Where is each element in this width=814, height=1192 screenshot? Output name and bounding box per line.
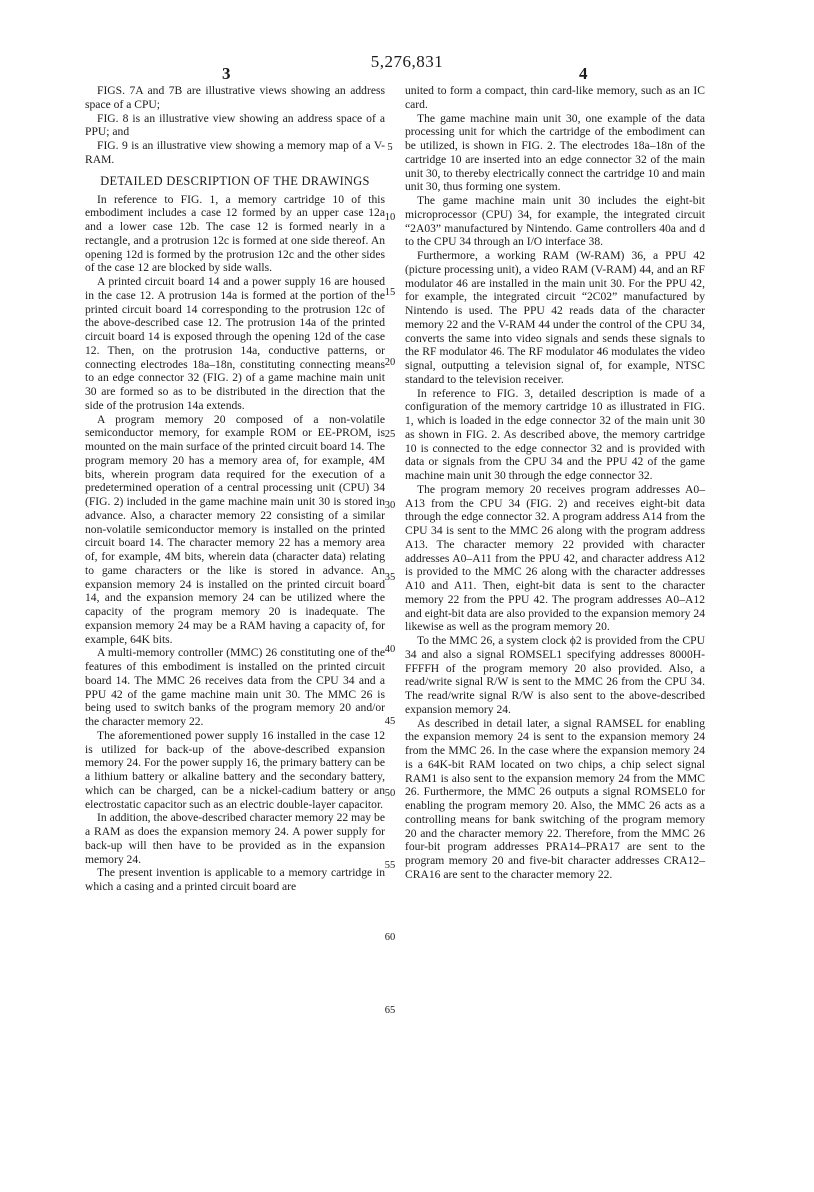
line-number: 45 [384,716,396,727]
line-number: 60 [384,932,396,943]
body-paragraph: The game machine main unit 30 includes the eight-bit microprocessor (CPU) 34, for example, the integrated circuit “2A03” manufactured by Nintendo. Game controllers 40a and d to the CPU 34 through an I/O interface 38. [405,194,705,249]
body-paragraph: A program memory 20 composed of a non-volatile semiconductor memory, for example ROM or EE-PROM, is mounted on the main surface of the printed circuit board 14. The program memory 20 has a memory area of, for example, 4M bits, wherein program data required for the execution of a predetermined operation of a central processing unit (CPU) 34 (FIG. 2) included in the game machine main unit 30 is stored in advance. Also, a character memory 22 consisting of a similar non-volatile semiconductor memory is installed on the printed circuit board 14. The character memory 22 has a memory area of, for example, 4M bits, wherein data (character data) relating to game characters or the like is stored in advance. An expansion memory 24 is installed on the printed circuit board 14, and the expansion memory 24 can be utilized where the capacity of the program memory 20 is inadequate. The expansion memory 24 may be a RAM having a capacity of, for example, 64K bits. [85,412,385,646]
body-paragraph: In reference to FIG. 1, a memory cartridge 10 of this embodiment includes a case 12 formed by an upper case 12a and a lower case 12b. The case 12 is formed nearly in a rectangle, and a protrusion 12c is formed at one side thereof. An opening 12d is formed by the protrusion 12c and the other sides of the case 12 are blocked by side walls. [85,192,385,275]
body-paragraph: In reference to FIG. 3, detailed description is made of a configuration of the memory cartridge 10 as illustrated in FIG. 1, which is loaded in the edge connector 32 of the main unit 30 as shown in FIG. 2. As described above, the memory cartridge 10 is connected to the edge connector 32 and is provided with data or signals from the CPU 34 and the PPU 42 of the game machine main unit 30 through the edge connector 32. [405,386,705,482]
body-paragraph: A printed circuit board 14 and a power supply 16 are housed in the case 12. A protrusion 14a is formed at the portion of the printed circuit board 14 corresponding to the protrusion 12c of the above-described case 12. The protrusion 14a of the printed circuit board 14 is exposed through the opening 12d of the case 12. Then, on the protrusion 14a, conductive patterns, or connecting electrodes 18a–18n, constituting connecting means to an edge connector 32 (FIG. 2) of a game machine main unit 30 are formed so as to be distributed in the direction that the side of the protrusion 14a extends. [85,275,385,412]
line-number: 35 [384,572,396,583]
body-paragraph: The present invention is applicable to a memory cartridge in which a casing and a printed circuit board are [85,866,385,893]
line-number: 40 [384,644,396,655]
body-paragraph: In addition, the above-described character memory 22 may be a RAM as does the expansion memory 24. A power supply for back-up will then have to be provided as in the expansion memory 24. [85,811,385,866]
line-number: 10 [384,212,396,223]
line-number: 55 [384,860,396,871]
figure-description: FIGS. 7A and 7B are illustrative views showing an address space of a CPU; [85,84,385,111]
left-column [85,84,385,894]
body-paragraph: A multi-memory controller (MMC) 26 constituting one of the features of this embodiment is installed on the printed circuit board 14. The MMC 26 receives data from the CPU 34 and a PPU 42 of the game machine main unit 30. The MMC 26 is being used to switch banks of the program memory 20 and/or the character memory 22. [85,646,385,728]
figure-description: FIG. 9 is an illustrative view showing a memory map of a V-RAM. [85,139,385,166]
body-paragraph: As described in detail later, a signal RAMSEL for enabling the expansion memory 24 is sent to the expansion memory 24 from the MMC 26. In the case where the expansion memory 24 is a 64K-bit RAM located on two chips, a chip select signal RAM1 is also sent to the expansion memory 24 from the MMC 26. Furthermore, the MMC 26 outputs a signal ROMSEL0 for enabling the program memory 20. Also, the MMC 26 acts as a controlling means for bank switching of the program memory 20 and the character memory 22. Therefore, from the MMC 26 four-bit program addresses PRA14–PRA17 are sent to the program memory 20 and five-bit character addresses CRA12–CRA16 are sent to the character memory 22. [405,716,705,881]
body-paragraph: united to form a compact, thin card-like memory, such as an IC card. [405,84,705,111]
body-paragraph: To the MMC 26, a system clock ϕ2 is provided from the CPU 34 and also a signal ROMSEL1 specifying addresses 8000H-FFFFH of the program memory 20 also provided. Also, a read/write signal R/W is sent to the MMC 26 from the CPU 34. The read/write signal R/W is also sent to the above-described expansion memory 24. [405,634,705,716]
line-number: 65 [384,1005,396,1016]
figure-description: FIG. 8 is an illustrative view showing an address space of a PPU; and [85,111,385,139]
body-paragraph: Furthermore, a working RAM (W-RAM) 36, a PPU 42 (picture processing unit), a video RAM (V-RAM) 44, and an RF modulator 46 are installed in the main unit 30. For the PPU 42, for example, the integrated circuit “2C02” manufactured by Nintendo is used. The PPU 42 reads data of the character memory 22 and the V-RAM 44 under the control of the CPU 34, converts the same into video signals and sends these signals to the RF modulator 46. The RF modulator 46 modulates the video signal, outputting a television signal of, for example, NTSC standard to the television receiver. [405,249,705,386]
left-column-number: 3 [222,64,231,83]
right-column-number: 4 [579,64,588,83]
line-number: 20 [384,357,396,368]
line-number: 5 [387,142,393,153]
section-heading: DETAILED DESCRIPTION OF THE DRAWINGS [100,173,370,188]
line-number: 30 [384,500,396,511]
line-number: 25 [384,429,396,440]
line-number: 50 [384,788,396,799]
patent-number: 5,276,831 [370,52,444,71]
line-number: 15 [384,287,396,298]
body-paragraph: The aforementioned power supply 16 installed in the case 12 is utilized for back-up of the above-described expansion memory 24. For the power supply 16, the primary battery can be a lithium battery or alkaline battery and the secondary battery, which can be charged, can be a nickel-cadium battery or an electrostatic capacitor such as an electric double-layer capacitor. [85,728,385,811]
body-paragraph: The game machine main unit 30, one example of the data processing unit for which the cartridge of the embodiment can be utilized, is shown in FIG. 2. The electrodes 18a–18n of the cartridge 10 are inserted into an edge connector 32 of the main unit 30, to thereby electrically connect the cartridge 10 and main unit 30, thus forming one system. [405,111,705,194]
right-column [405,84,705,882]
body-paragraph: The program memory 20 receives program addresses A0–A13 from the CPU 34 (FIG. 2) and receives eight-bit data through the edge connector 32. A program address A14 from the CPU 34 is sent to the MMC 26 along with the program address A13. The character memory 22 provided with character addresses A0–A11 from the PPU 42, and character address A12 is provided to the MMC 26 along with the character addresses A10 and A11. Then, eight-bit data is sent to the character memory 22 from the PPU 42. The program addresses A0–A12 and eight-bit data are also provided to the expansion memory 24 likewise as well as the program memory 20. [405,482,705,634]
